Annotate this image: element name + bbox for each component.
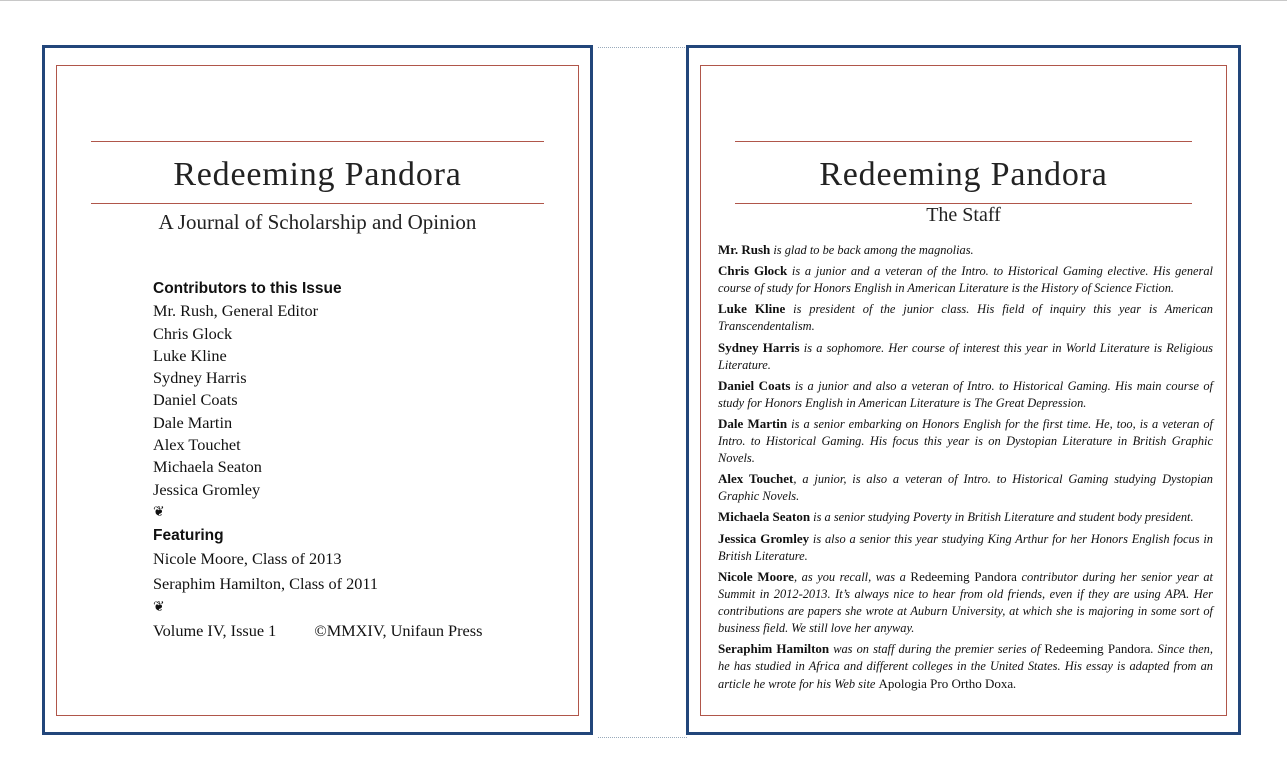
cover-subtitle: A Journal of Scholarship and Opinion [158, 210, 477, 234]
staff-name: Michaela Seaton [718, 509, 811, 525]
staff-entry [718, 530, 1213, 565]
page-gap-guide [598, 47, 687, 48]
staff-name: Chris Glock [718, 263, 788, 279]
staff-heading: The Staff [926, 204, 1001, 226]
staff-name: Sydney Harris [718, 339, 800, 355]
staff-entry [718, 508, 1213, 526]
website-name: Apologia Pro Ortho Doxa [878, 675, 1014, 691]
staff-name: Mr. Rush [718, 242, 771, 257]
staff-name: Luke Kline [718, 301, 786, 317]
staff-desc: is a sophomore. Her course of interest this year in World Literature is Religious Literature. [718, 340, 1213, 372]
journal-name: Redeeming Pandora [1044, 640, 1151, 656]
contributor-item: Dale Martin [153, 412, 233, 432]
staff-desc: is also a senior this year studying King Arthur for her Honors English focus in British Literature. [718, 531, 1213, 563]
top-border [0, 0, 1287, 1]
journal-name: Redeeming Pandora [910, 568, 1017, 584]
staff-entry [718, 339, 1213, 374]
page-gap-guide-bottom [598, 737, 687, 738]
cover-page [42, 45, 593, 735]
staff-desc: is a senior embarking on Honors English for the first time. He, too, is a veteran of Intro. to Historical Gaming. His focus this year is on Dystopian Literature in British Graphic Novels. [718, 416, 1214, 465]
staff-page-title: Redeeming Pandora [819, 156, 1108, 193]
contributor-item: Michaela Seaton [153, 457, 262, 477]
staff-list [718, 241, 1213, 696]
staff-page [686, 45, 1241, 735]
staff-entry [718, 470, 1213, 505]
contributor-item: Chris Glock [153, 323, 233, 343]
staff-desc: contributor during her senior year at Summit in 2012-2013. It’s always nice to hear from old friends, even if they are using APA. Her contributions are papers she wrote at Auburn University, at which she is majoring in some sort of business field. We still love her anyway. [718, 569, 1213, 635]
staff-desc: . Since then, he has studied in Africa and different colleges in the United States. His essay is adapted from an article he wrote for his Web site [718, 641, 1213, 691]
featured-item: Seraphim Hamilton, Class of 2011 [153, 573, 379, 593]
cover-title: Redeeming Pandora [173, 156, 462, 193]
staff-desc: is a senior studying Poverty in British Literature and student body president. [810, 510, 1194, 525]
staff-desc: was on staff during the premier series of [829, 641, 1045, 656]
staff-name: Alex Touchet [718, 471, 794, 487]
staff-entry [718, 300, 1213, 335]
staff-name: Daniel Coats [718, 377, 791, 393]
contributors-heading: Contributors to this Issue [153, 280, 342, 297]
staff-name: Dale Martin [718, 415, 788, 431]
staff-desc: . [1013, 676, 1017, 691]
staff-entry [718, 640, 1213, 693]
staff-desc: is glad to be back among the magnolias. [770, 243, 974, 257]
staff-name: Jessica Gromley [718, 530, 810, 546]
copyright: ©MMXIV, Unifaun Press [314, 621, 483, 641]
contributors-block [153, 278, 482, 643]
title-rule-top [735, 141, 1192, 142]
staff-entry [718, 568, 1213, 637]
featured-item: Nicole Moore, Class of 2013 [153, 549, 342, 569]
staff-frame [700, 65, 1227, 716]
contributor-item: Jessica Gromley [153, 479, 261, 499]
staff-desc: is president of the junior class. His field of inquiry this year is American Transcendentalism. [718, 302, 1213, 334]
contributor-item: Daniel Coats [153, 390, 238, 410]
staff-entry [718, 262, 1213, 297]
contributor-item: Sydney Harris [153, 368, 247, 388]
volume-line [153, 620, 482, 642]
fleuron-ornament-icon: ❦ [153, 600, 165, 616]
volume-issue: Volume IV, Issue 1 [153, 621, 277, 641]
staff-entry [718, 241, 1213, 259]
staff-name: Nicole Moore [718, 568, 794, 584]
staff-name: Seraphim Hamilton [718, 640, 830, 656]
featuring-heading: Featuring [153, 526, 224, 544]
title-rule-bottom [91, 203, 544, 204]
contributor-item: Mr. Rush, General Editor [153, 301, 319, 321]
contributor-item: Alex Touchet [153, 435, 241, 455]
staff-entry [718, 415, 1213, 467]
staff-desc: , as you recall, was a [793, 569, 911, 584]
cover-frame [56, 65, 579, 716]
fleuron-ornament-icon: ❦ [153, 504, 165, 520]
title-rule-top [91, 141, 544, 142]
staff-entry [718, 377, 1213, 412]
staff-desc: is a junior and a veteran of the Intro. to Historical Gaming elective. His general course of study for Honors English in American Literature is the History of Science Fiction. [718, 264, 1213, 296]
staff-desc: is a junior and also a veteran of Intro. to Historical Gaming. His main course of study for Honors English in American Literature is The Great Depression. [718, 378, 1213, 410]
staff-desc: , a junior, is also a veteran of Intro. to Historical Gaming studying Dystopian Graphic Novels. [718, 472, 1213, 504]
contributor-item: Luke Kline [153, 345, 227, 365]
